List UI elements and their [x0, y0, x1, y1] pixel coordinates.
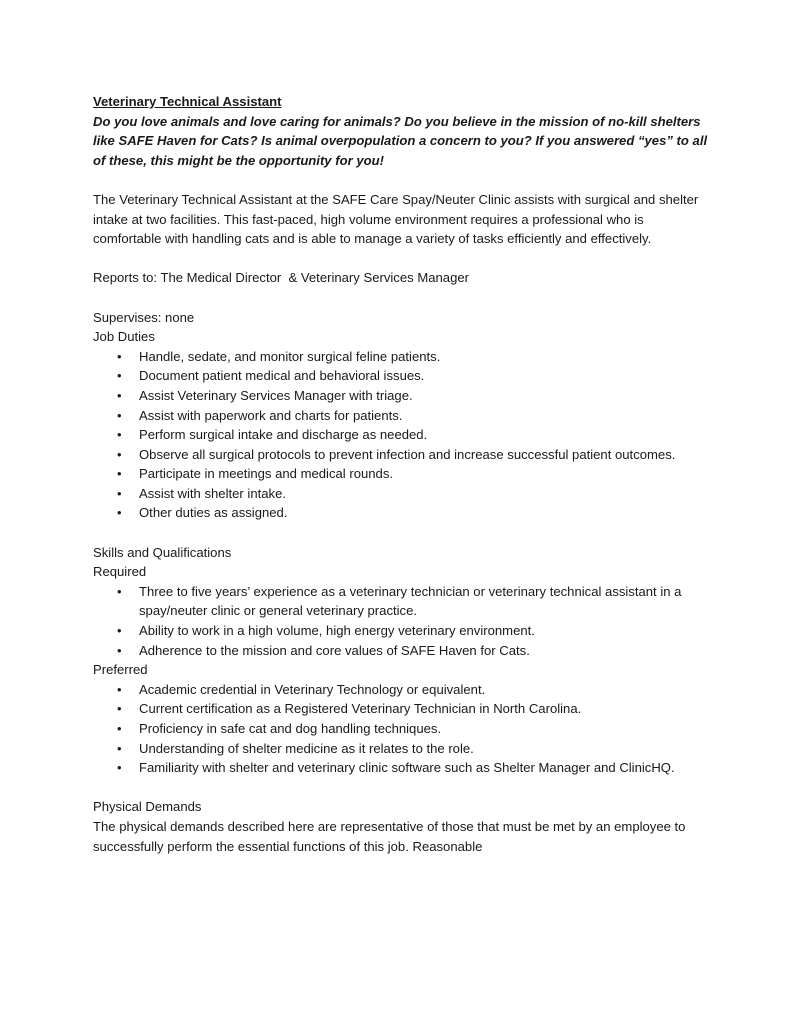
- preferred-heading: Preferred: [93, 662, 148, 678]
- bullet-icon: •: [117, 623, 122, 639]
- job-title: Veterinary Technical Assistant: [93, 94, 282, 109]
- preferred-list: [93, 680, 713, 778]
- skills-heading: Skills and Qualifications: [93, 544, 232, 560]
- list-item-text: Participate in meetings and medical rounds.: [139, 466, 394, 482]
- description-paragraph: The Veterinary Technical Assistant at the SAFE Care Spay/Neuter Clinic assists with surgical and shelter intake at two facilities. This fast-paced, high volume environment requires a professional who is comfortable with handling cats and is able to manage a variety of tasks efficiently and effectively.: [93, 191, 699, 247]
- list-item: [93, 347, 713, 367]
- list-item-text: Current certification as a Registered Veterinary Technician in North Carolina.: [139, 701, 582, 717]
- list-item-text: Understanding of shelter medicine as it relates to the role.: [139, 740, 474, 756]
- list-item: [93, 680, 713, 700]
- list-item-text: Three to five years’ experience as a veterinary technician or veterinary technical assistant in a spay/neuter clinic or general veterinary practice.: [139, 583, 682, 619]
- spacer: [93, 288, 713, 308]
- bullet-icon: •: [117, 466, 122, 482]
- bullet-icon: •: [117, 427, 122, 443]
- list-item: [93, 445, 713, 465]
- spacer: [93, 170, 713, 190]
- list-item-text: Familiarity with shelter and veterinary clinic software such as Shelter Manager and ClinicHQ.: [139, 760, 675, 776]
- list-item: [93, 406, 713, 426]
- list-item: [93, 464, 713, 484]
- bullet-icon: •: [117, 681, 122, 697]
- list-item-text: Assist with paperwork and charts for patients.: [139, 407, 403, 423]
- bullet-icon: •: [117, 485, 122, 501]
- list-item: [93, 699, 713, 719]
- reports-to-line: Reports to: The Medical Director & Veterinary Services Manager: [93, 270, 469, 286]
- list-item: [93, 621, 713, 641]
- required-heading: Required: [93, 564, 147, 580]
- list-item-text: Assist with shelter intake.: [139, 485, 286, 501]
- list-item: [93, 758, 713, 778]
- bullet-icon: •: [117, 505, 122, 521]
- physical-demands-text: The physical demands described here are representative of those that must be met by an employee to successfully perform the essential functions of this job. Reasonable: [93, 818, 686, 854]
- intro-paragraph: Do you love animals and love caring for animals? Do you believe in the mission of no-kill shelters like SAFE Haven for Cats? Is animal overpopulation a concern to you? If you answered “yes” to all of these, this might be the opportunity for you!: [93, 113, 708, 168]
- list-item-text: Adherence to the mission and core values of SAFE Haven for Cats.: [139, 642, 530, 658]
- list-item: [93, 386, 713, 406]
- list-item-text: Observe all surgical protocols to prevent infection and increase successful patient outcomes.: [139, 446, 676, 462]
- document-page: [93, 92, 713, 856]
- list-item-text: Perform surgical intake and discharge as needed.: [139, 427, 428, 443]
- list-item: [93, 719, 713, 739]
- supervises-line: Supervises: none: [93, 309, 195, 325]
- list-item: [93, 425, 713, 445]
- list-item-text: Assist Veterinary Services Manager with triage.: [139, 387, 413, 403]
- list-item: [93, 503, 713, 523]
- physical-demands-heading: Physical Demands: [93, 799, 202, 815]
- job-duties-heading: Job Duties: [93, 329, 155, 345]
- spacer: [93, 523, 713, 543]
- list-item: [93, 484, 713, 504]
- bullet-icon: •: [117, 642, 122, 658]
- job-duties-list: [93, 347, 713, 523]
- bullet-icon: •: [117, 701, 122, 717]
- bullet-icon: •: [117, 740, 122, 756]
- list-item-text: Handle, sedate, and monitor surgical feline patients.: [139, 348, 441, 364]
- list-item-text: Ability to work in a high volume, high energy veterinary environment.: [139, 623, 535, 639]
- list-item: [93, 641, 713, 661]
- bullet-icon: •: [117, 348, 122, 364]
- list-item-text: Proficiency in safe cat and dog handling techniques.: [139, 721, 442, 736]
- required-list: [93, 582, 713, 660]
- list-item: [93, 739, 713, 759]
- bullet-icon: •: [117, 583, 122, 599]
- bullet-icon: •: [117, 760, 122, 776]
- list-item: [93, 366, 713, 386]
- list-item-text: Other duties as assigned.: [139, 505, 288, 521]
- bullet-icon: •: [117, 387, 122, 403]
- bullet-icon: •: [117, 446, 122, 462]
- spacer: [93, 778, 713, 798]
- bullet-icon: •: [117, 721, 122, 736]
- list-item-text: Academic credential in Veterinary Technology or equivalent.: [139, 681, 486, 697]
- bullet-icon: •: [117, 407, 122, 423]
- bullet-icon: •: [117, 368, 122, 384]
- list-item: [93, 582, 713, 621]
- spacer: [93, 249, 713, 269]
- list-item-text: Document patient medical and behavioral issues.: [139, 368, 425, 384]
